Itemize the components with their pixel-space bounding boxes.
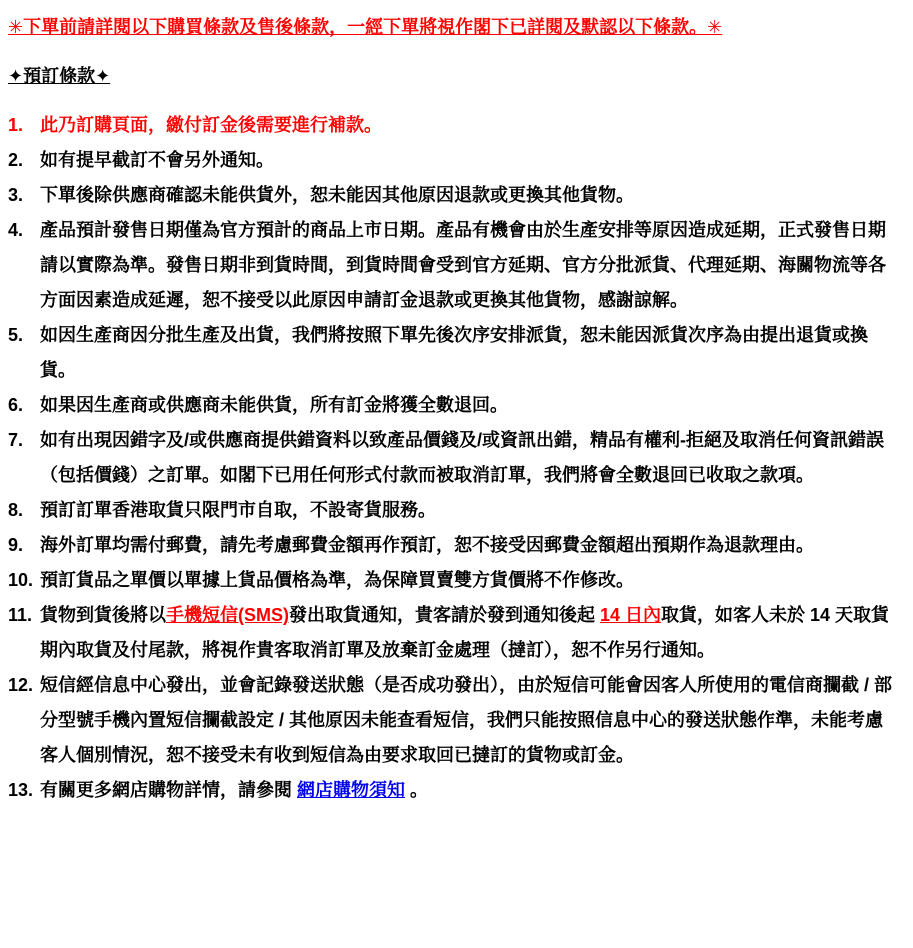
term-item-2 [8, 143, 903, 178]
term-text [40, 668, 903, 773]
term-item-1 [8, 108, 903, 143]
term-text [40, 143, 903, 178]
term-text-segment: 產品預計發售日期僅為官方預計的商品上市日期。產品有機會由於生產安排等原因造成延期，正式發售日期請以實際為準。發售日期非到貨時間，到貨時間會受到官方延期、官方分批派貨、代理延期、海關物流等各方面因素造成延遲，恕不接受以此原因申請訂金退款或更換其他貨物，感謝諒解。 [40, 220, 886, 310]
warning-header: ✳下單前請詳閱以下購買條款及售後條款，一經下單將視作閣下已詳閱及默認以下條款。✳ [8, 17, 723, 37]
term-item-8 [8, 493, 903, 528]
term-text [40, 563, 903, 598]
term-text-segment: 如果因生產商或供應商未能供貨，所有訂金將獲全數退回。 [40, 395, 508, 415]
term-text-segment: 有關更多網店購物詳情，請參閱 [40, 780, 297, 800]
term-text-segment: 如因生產商因分批生產及出貨，我們將按照下單先後次序安排派貨，恕未能因派貨次序為由提出退貨或換貨。 [40, 325, 868, 380]
term-number: 9. [8, 535, 24, 555]
term-number: 10. [8, 570, 34, 590]
shop-guide-link[interactable]: 網店購物須知 [297, 780, 405, 800]
term-item-13 [8, 773, 903, 808]
term-text-segment: 取貨，如客人未於 14 天取貨期內取貨及付尾款，將視作貴客取消訂單及放棄訂金處理（撻訂），恕不作另行通知。 [40, 605, 890, 660]
term-number: 2. [8, 150, 24, 170]
term-item-10 [8, 563, 903, 598]
term-item-9 [8, 528, 903, 563]
section-title: ✦預訂條款✦ [8, 66, 111, 86]
term-text [40, 493, 903, 528]
term-text [40, 318, 903, 388]
term-item-6 [8, 388, 903, 423]
term-number: 4. [8, 220, 24, 240]
term-text [40, 388, 903, 423]
term-text-segment: 短信經信息中心發出，並會記錄發送狀態（是否成功發出），由於短信可能會因客人所使用的電信商攔截 / 部分型號手機內置短信攔截設定 / 其他原因未能查看短信，我們只能按照信息中心的發送狀態作準，未能考慮客人個別情況，恕不接受未有收到短信為由要求取回已撻訂的貨物或訂金。 [40, 675, 892, 765]
term-number: 5. [8, 325, 24, 345]
term-text [40, 773, 903, 808]
term-text-segment: 貨物到貨後將以 [40, 605, 166, 625]
term-item-3 [8, 178, 903, 213]
terms-list [8, 108, 903, 808]
term-number: 1. [8, 115, 24, 135]
term-number: 12. [8, 675, 34, 695]
term-item-11 [8, 598, 903, 668]
highlighted-text: 14 日內 [600, 605, 662, 625]
term-number: 6. [8, 395, 24, 415]
term-number: 7. [8, 430, 24, 450]
term-text [40, 423, 903, 493]
term-item-7 [8, 423, 903, 493]
term-item-12 [8, 668, 903, 773]
term-text [40, 528, 903, 563]
term-number: 3. [8, 185, 24, 205]
highlighted-text: 手機短信(SMS) [166, 605, 289, 625]
term-item-5 [8, 318, 903, 388]
term-number: 13. [8, 780, 34, 800]
term-number: 11. [8, 605, 33, 625]
term-text [40, 213, 903, 318]
term-text-segment: 。 [405, 780, 429, 800]
term-text-segment: 發出取貨通知，貴客請於發到通知後起 [289, 605, 600, 625]
term-number: 8. [8, 500, 24, 520]
term-text-segment: 此乃訂購頁面，繳付訂金後需要進行補款。 [40, 115, 382, 135]
term-item-4 [8, 213, 903, 318]
term-text [40, 178, 903, 213]
term-text-segment: 下單後除供應商確認未能供貨外，恕未能因其他原因退款或更換其他貨物。 [40, 185, 634, 205]
term-text-segment: 預訂貨品之單價以單據上貨品價格為準，為保障買賣雙方貨價將不作修改。 [40, 570, 634, 590]
term-text-segment: 海外訂單均需付郵費，請先考慮郵費金額再作預訂，恕不接受因郵費金額超出預期作為退款理由。 [40, 535, 814, 555]
term-text-segment: 預訂訂單香港取貨只限門市自取，不設寄貨服務。 [40, 500, 436, 520]
term-text-segment: 如有提早截訂不會另外通知。 [40, 150, 274, 170]
term-text [40, 108, 903, 143]
term-text [40, 598, 903, 668]
term-text-segment: 如有出現因錯字及/或供應商提供錯資料以致產品價錢及/或資訊出錯，精品有權利-拒絕及取消任何資訊錯誤（包括價錢）之訂單。如閣下已用任何形式付款而被取消訂單，我們將會全數退回已收取之款項。 [40, 430, 884, 485]
